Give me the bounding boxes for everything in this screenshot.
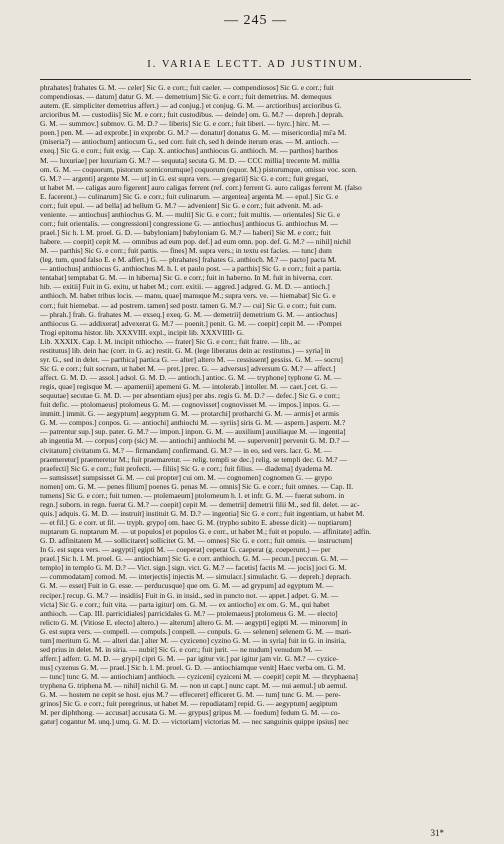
section-heading: I. VARIAE LECTT. AD JUSTINUM. (147, 59, 364, 70)
text-line: Trogi epitoma histor. lib. XXXVIII. expl., incipit lib. XXXVIIII‹ G. (40, 327, 244, 337)
text-line: sequutae] secutae G. M. D. — per absentiam ejus] per abs. regis G. M. D.? — defec.] Sic G. e corr.; (40, 391, 340, 401)
text-line: om. G. M. — coquorum, pistorum scenicorumque] coquorum (equor. M.) pistorumque, omisso voc. scen. (40, 164, 358, 174)
text-line: autem. (E. simpliciter demetrius affert.) — ad conjug.] et conjug. G. M. — arctioribus] arcioribus G. (40, 101, 342, 111)
text-line: In G. est supra vers. — aegypti] egipti M. — coeperat] ceperat G. caeperat (g. coeperunt.) — per (40, 545, 331, 555)
text-line: quis.] adquis. G. M. D. — instruit] instituit G. M. D.? — ingentia] Sic G. e corr.; fuit ingentiam, ut habet M. (40, 508, 365, 518)
text-line: regn.] suborn. in regn. fuerat G. M.? — coepit] cepit M. — demetrii] demetrii filii M., sed fil. delet. — ac- (40, 499, 360, 509)
text-line: praemeretur] praemeretur M.; fuit praemaretur. — relig. templi se dec.] relig. se templi dec. G. M.? — (40, 454, 347, 464)
text-line: Lib. XXXIX. Cap. I. M. incipit nthiocho. — frater] Sic G. e corr.; fuit fratre. — lib., ac (40, 336, 301, 346)
text-line: syr. G., sed in delet. — parthica] partica G. — alter] altero M. — cessissent] gessiss. G. M. — socru] (40, 354, 343, 364)
text-line: sed prius in delet. M. in siria. — nubit] Sic G. e corr.; fuit jurit. — ne nudum] venudum M. — (40, 644, 322, 654)
text-line: corr.; fuit epul. — ad bella] ad bellum G. M.? — advenient] Sic G. e corr.; fuit advenit. M. ad- (40, 200, 323, 210)
text-line: — patrentur sup.] sup. pater. G. M.? — impon.] inpon. G. M. — auxilium] auxiliaque M. — ingentia] (40, 427, 346, 437)
printer-signature: 31* (430, 828, 444, 838)
text-line: — sumsisset] sumpsisset G. M. — cui propter] cui om. M. — cognomen] cognomen G. — grypo (40, 472, 332, 482)
text-line: (leg. tum, quod falso E. e M. affert.) G. — phrahates] frahates G. anthioch. M.? — pacto] pacta M. (40, 255, 337, 265)
text-line: corr.; fuit orientalis. — congressioni] congressione G. — antiochus] anthiocus G. anthiochus M. — (40, 218, 338, 228)
text-line: corr.; fuit hiemebat. — ad postrem. tamen] sed postr. tamen G. M.? — cui] Sic G. e corr.; fuit cum. (40, 300, 337, 310)
text-line: hib. — exitii] Fuit in G. exitu, ut habet M.; corr. exitii. — aggred.] adgred. G. M. D. — antioch.] (40, 282, 330, 292)
text-line: anthiocus G. — addixerat] advexerat G. M.? — poenit.] penit. G. M. — coepit] cepit M. — ›Pompei (40, 318, 342, 328)
text-line: civitatum] civitatum G. M.? — firmandam] confirmand. G. M.? — in eo, sed vers. lacr. G. M. — (40, 445, 332, 455)
text-line: tryphena G. triphena M. — nihil] nichil G. M. — non ut capt.] nunc capt. M. — nui aemul.] ub aemul. (40, 681, 348, 691)
text-line: tum] meritum G. M. — alteri dar.] alter M. — cyziceno] cyzino G. M. — in syria] fuit in G. in insiria, (40, 635, 346, 645)
text-line: — antiochus] anthiocus G. anthiochus M. h. l. et paulo post. — a parthis] Sic G. e corr.; fuit a partia. (40, 264, 342, 274)
text-line: regis, quae] regisque M. — apamenii] apemeni G. M. — intolerab.] intoller. M. — caet.] cet. G. — (40, 382, 338, 392)
text-line: nomen] om. G. M. — penes filium] poenes G. penas M. — omnis] Sic G. e corr.; fuit omnes. — Cap. II. (40, 481, 354, 491)
text-line: nus] cyzenus G. M. — prael.] Sic h. l. M. proel. G. D. — antiochiamque venit] Haec verba om. G. M. (40, 663, 346, 672)
text-line: afferr.] adferr. G. M. D. — grypi] cipri G. M. — par igitur vir.] par igitur jam vir. G. M.? — cyzice- (40, 653, 339, 663)
heading-rule (40, 79, 471, 80)
text-line: — phrah.] frah. G. frahates M. — exseq.] exeq. G. M. — demetrii] demetrium G. M. — antiochus] (40, 309, 338, 319)
text-line: victa] Sic G. e corr.; fuit vita. — parta igitur] om. G. M. — ex antiocho] ex om. G. M., qui habet (40, 599, 330, 609)
text-line: relicto G. M. (Vitiose E. electo] altero.) — alterum] altero G. M. — aegypti] egipti M. — minorem] in (40, 617, 348, 627)
text-line: G. est supra vers. — compell. — compuls.] conpell. — conpuls. G. — selenen] selenem G. M. — mari- (40, 626, 352, 636)
text-line: tumens] Sic G. e corr.; fuit tumen. — ptolemaeum] ptolomeum h. l. et infr. G. M. — fuerat suborn. in (40, 490, 345, 500)
text-line: M. — luxuriae] per luxuriam G. M.? — sequuta] secuta G. M. D. — CCC millia] trecente M. millia (40, 155, 340, 165)
text-line: prael.] Sic h. l. M. proel. G. — antiochiam] Sic G. e corr. anthioch. G. M. — pecun.] peccun. G. M. — (40, 554, 348, 564)
text-line: G. M. — hostem ne cepit se host. ejus M.? — effeceret] efficeret G. M. — tum] tunc G. M. — pere- (40, 690, 341, 700)
text-line: poen.] pen. M. — ad exprobr.] in exprobr. G. M.? — donatur] donatus G. M. — misericordia] mi'a M. (40, 128, 347, 138)
text-line: — et fil.] G. e corr. ut fil. — tryph. grypo] om. haec G. M. (trypho subito E. abesse dicit) — nuptiarum] (40, 518, 352, 527)
text-line: G. D. adfinitatem M. — sollicitaret] sollicitet G. M. — omnes] Sic G. e corr.; fuit omnis. — instructum] (40, 536, 353, 546)
text-line: exeq.] Sic G. e corr.; fuit exig. — Cap. X. antiochus] anthiocus G. anthioch. M. — parthos] barthos (40, 146, 338, 156)
text-line: prael.] Sic h. l. M. proel. G. D. — babyloniam] babyloniam G. M.? — haberi] Sic M. e corr.; fuit (40, 228, 331, 237)
text-line: praefecti] Sic G. e corr.; fuit profecti. — filiis] Sic G. e corr.; fuit filius. — diadema] dyadema M. (40, 463, 333, 473)
text-line: anthioch. — Cap. III. parricidiales] parricidales G. M.? — ptolemaeus] ptolomeus G. M. — electo] (40, 608, 338, 618)
text-line: grinos] Sic G. e corr.; fuit peregrinus, ut habet M. — repudiatam] repid. G. — aegyptum] aegiptum (40, 699, 338, 709)
text-line: fuit defic. — ptolomaeus] ptolomeus G. M. — cognovisset] cognovisset M. — impos.] inpos. G. — (40, 400, 340, 410)
text-line: G. M. — summov.] submov. G. M. D.? — liberis] Sic G. e corr.; fuit liberi. — hyrc.] hirc. M. — (40, 119, 330, 129)
text-line: phrahates] frahates G. M. — celer] Sic G. e corr.; fuit caeler. — compendiosos] Sic G. e corr.; fuit (40, 83, 334, 92)
apparatus-text (40, 83, 471, 726)
text-line: (miseria?) — antiochum] antiocum G., sed corr. fuit ch, sed h deinde iterum eras. — M. antioch. — (40, 137, 339, 147)
page-number: — 245 — (224, 13, 287, 28)
text-line: reciper.] recup. G. M.? — insidiis] Fuit in G. in insid., sed in puncto not. — appet.] adpet. G. M. — (40, 590, 339, 600)
text-line: compendiosas. — datum] datur G. M. — demetrium] Sic G. e corr.; fuit demetrius. M. demequus (40, 92, 332, 102)
text-line: restitutus] lib. dein hac (corr. in G. ac) restit. G. M. (lege liberatus dein ac restitutus.) — syria] in (40, 345, 331, 355)
text-line: — tunc] tunc G. M. — antiochiam] anthioch. — cyziceni] cyziceni M. — coepit] cepit M. — thryphaena] (40, 672, 358, 682)
text-line: immitt.] immit. G. — aegyptum] aegyptum G. M. — protarchi] protharchi G. M. — armis] et armis (40, 409, 339, 419)
text-line: M. — parthis] Sic G. e corr.; fuit partis. — fines] M. supra vers.; in textu est facies. — tunc] dum (40, 246, 332, 256)
text-line: arcioribus M. — custodiis] Sic M. e corr.; fuit custodibus. — deinde] om. G. M.? — depreh.] deprah. (40, 110, 344, 120)
text-line: ut habet M. — caligas auro figerent] auro caligas ferrent (ref. corr.) ferrent G. auro caligas ferrent M. (falso (40, 182, 362, 192)
text-line: G. M.? — argenti] argente M. — ut] in G. est supra vers. — gregarii] Sic G. e corr.; fuit gregari, (40, 173, 329, 183)
text-line: affect. G. M. D. — assol.] adsol. G. M. D. — antioch.] antioc. G. M. — tryphone] typhone G. M. — (40, 373, 342, 382)
text-line: E. facerent.) — culinarum] Sic G. e corr.; fuit culinarum. — argentea] argenta M. — epul.] Sic G. e (40, 191, 339, 201)
text-line: nuptarum G. nuptarum M. — ut populos] et populos G. e corr., ut habet M.; fuit et populo. — affinitate] adfin. (40, 527, 372, 537)
text-line: templo] in templo G. M. D.? — Vict. sign.] sign. vict. G. M.? — facetis] factis M. — jocis] joci G. M. (40, 563, 347, 573)
text-line: G. M. — compos.] conpos. G. — antiochi] anthiochi M. — syriis] siris G. M. — aspern.] aspern. M.? (40, 418, 346, 428)
text-line: habere. — coepit] cepit M. — omnibus ad eum pop. def.] ad eum omn. pop. def. G. M.? — nihil] nichil (40, 237, 351, 247)
text-line: ab ingentia M. — corpus] corp (sic) M. — antiochi] anthiochi M. — supervenit] pervenit G. M. D.? — (40, 436, 350, 446)
text-line: veniente. — antiochus] anthiochus G. M. — multi] Sic G. e corr.; fuit multis. — orientales] Sic G. e (40, 209, 341, 219)
text-line: M. per diphthong. — accusat] accusata G. M. — grypus] gripus M. — foedum] fedum G. M. — co- (40, 708, 341, 718)
text-line: gatur] cogantur M. unq.] umq. G. M. D. — victoriam] victorias M. — nec sanguinis quippe ipsius] nec (40, 717, 349, 727)
text-line: G. M. — esset] Fuit in G. esse. — perducusque] que om. G. M. — ad grypum] ad egyptum M. — (40, 581, 334, 591)
text-line: Sic G. e corr.; fuit socrum, ut habet M. — pret.] prec. G. — adversus] adversum G. M.? — affect.] (40, 363, 336, 373)
text-line: tentabat] temptabat G. M. — in hiberna] Sic G. e corr.; fuit in haberno. In M. fuit in hiverna, corr. (40, 273, 333, 283)
text-line: — commodatam] comod. M. — interjectis] injectis M. — simulacr.] simulachr. G. — depreh.] deprach. (40, 572, 352, 582)
text-line: anthioch. M. habet tribus locis. — manu, quae] manuque M.; supra vers. ve. — hiemabat] Sic G. e (40, 291, 336, 301)
